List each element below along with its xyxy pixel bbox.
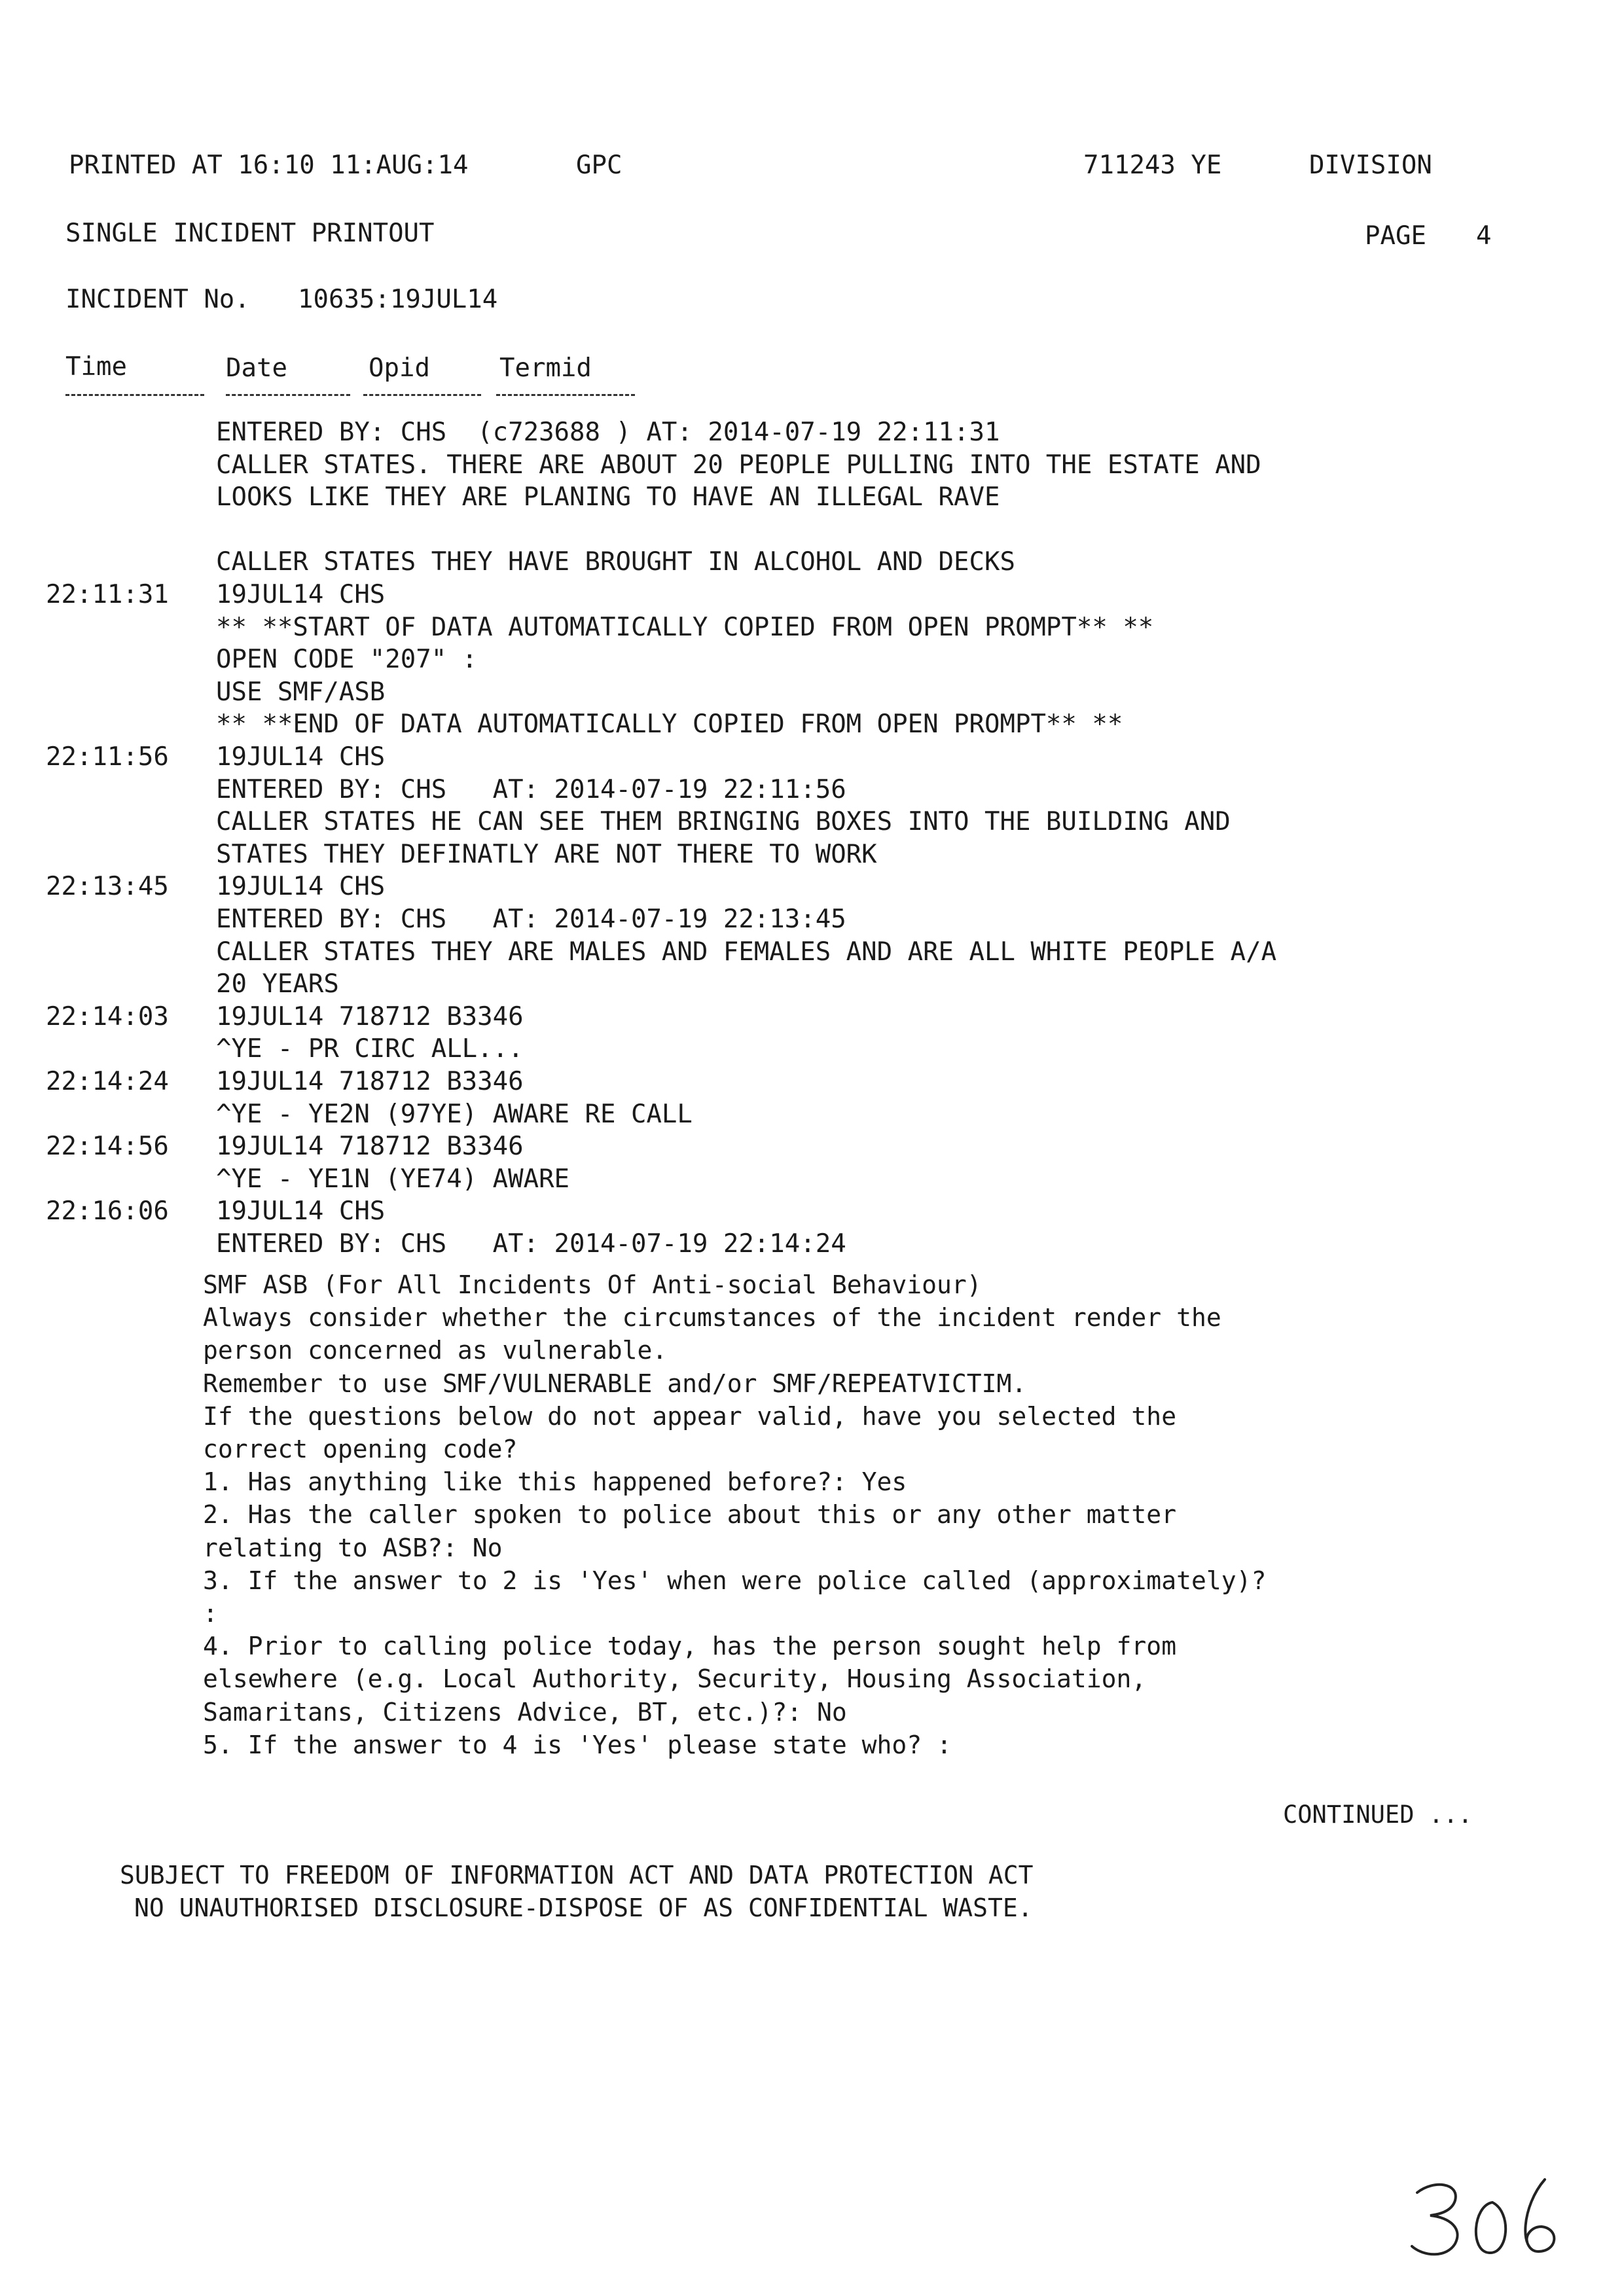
footer-line-2: NO UNAUTHORISED DISCLOSURE-DISPOSE OF AS CONFIDENTIAL WASTE. <box>134 1893 1033 1922</box>
log-entry-text: ^YE - PR CIRC ALL... <box>216 1034 524 1064</box>
log-entry-text: 19JUL14 CHS <box>216 872 386 901</box>
log-entry-text: 19JUL14 CHS <box>216 1196 386 1226</box>
printed-at: PRINTED AT 16:10 11:AUG:14 <box>69 151 469 180</box>
log-entry-text: CALLER STATES THEY HAVE BROUGHT IN ALCOHOL AND DECKS <box>216 547 1015 577</box>
column-underline-opid <box>363 394 481 396</box>
questionnaire-line: If the questions below do not appear valid, have you selected the <box>203 1402 1177 1431</box>
incident-number: 10635:19JUL14 <box>298 285 498 314</box>
division-label: DIVISION <box>1309 151 1432 180</box>
log-entry-text: OPEN CODE "207" : <box>216 645 478 674</box>
log-entry-text: ENTERED BY: CHS AT: 2014-07-19 22:13:45 <box>216 905 846 934</box>
log-entry-text: ^YE - YE2N (97YE) AWARE RE CALL <box>216 1100 693 1129</box>
footer-line-1: SUBJECT TO FREEDOM OF INFORMATION ACT AND DATA PROTECTION ACT <box>120 1861 1034 1890</box>
incident-label: INCIDENT No. <box>65 285 250 314</box>
questionnaire-line: correct opening code? <box>203 1435 518 1463</box>
questionnaire-line: person concerned as vulnerable. <box>203 1336 668 1365</box>
log-entry-text: ENTERED BY: CHS AT: 2014-07-19 22:11:56 <box>216 775 846 804</box>
log-entry-text: STATES THEY DEFINATLY ARE NOT THERE TO WORK <box>216 840 877 869</box>
column-header-date: Date <box>226 353 287 383</box>
column-underline-termid <box>496 394 635 396</box>
log-timestamp: 22:11:56 <box>46 742 169 772</box>
log-entry-text: CALLER STATES HE CAN SEE THEM BRINGING BOXES INTO THE BUILDING AND <box>216 807 1231 836</box>
column-header-termid: Termid <box>499 353 592 383</box>
questionnaire-line: : <box>203 1599 218 1628</box>
log-entry-text: 20 YEARS <box>216 969 339 999</box>
questionnaire-line: SMF ASB (For All Incidents Of Anti-social Behaviour) <box>203 1270 982 1299</box>
document-title: SINGLE INCIDENT PRINTOUT <box>65 219 435 248</box>
questionnaire-line: 1. Has anything like this happened before?: Yes <box>203 1467 907 1496</box>
log-entry-text: LOOKS LIKE THEY ARE PLANING TO HAVE AN ILLEGAL RAVE <box>216 482 1000 512</box>
questionnaire-line: Always consider whether the circumstances of the incident render the <box>203 1303 1221 1332</box>
log-entry-text: ENTERED BY: CHS AT: 2014-07-19 22:14:24 <box>216 1229 846 1259</box>
log-entry-text: 19JUL14 718712 B3346 <box>216 1067 524 1096</box>
questionnaire-line: relating to ASB?: No <box>203 1534 503 1562</box>
log-entry-text: ^YE - YE1N (YE74) AWARE <box>216 1164 570 1194</box>
log-entry-text: ** **END OF DATA AUTOMATICALLY COPIED FROM OPEN PROMPT** ** <box>216 709 1123 739</box>
log-entry-text: USE SMF/ASB <box>216 677 386 707</box>
questionnaire-line: 3. If the answer to 2 is 'Yes' when were police called (approximately)? <box>203 1566 1267 1595</box>
questionnaire-line: 4. Prior to calling police today, has the person sought help from <box>203 1632 1177 1660</box>
log-entry-text: CALLER STATES. THERE ARE ABOUT 20 PEOPLE PULLING INTO THE ESTATE AND <box>216 450 1261 480</box>
log-timestamp: 22:14:56 <box>46 1132 169 1161</box>
log-timestamp: 22:14:24 <box>46 1067 169 1096</box>
system-code: GPC <box>576 151 623 180</box>
column-header-time: Time <box>65 352 127 382</box>
log-timestamp: 22:11:31 <box>46 580 169 609</box>
log-entry-text: 19JUL14 CHS <box>216 742 386 772</box>
continued-marker: CONTINUED ... <box>1283 1801 1473 1829</box>
column-underline-time <box>65 394 204 396</box>
column-header-opid: Opid <box>369 353 430 383</box>
log-entry-text: 19JUL14 718712 B3346 <box>216 1132 524 1161</box>
log-entry-text: ** **START OF DATA AUTOMATICALLY COPIED FROM OPEN PROMPT** ** <box>216 613 1154 642</box>
log-timestamp: 22:14:03 <box>46 1002 169 1031</box>
handwritten-page-number <box>1404 2166 1574 2265</box>
column-underline-date <box>226 394 350 396</box>
log-timestamp: 22:16:06 <box>46 1196 169 1226</box>
questionnaire-line: Remember to use SMF/VULNERABLE and/or SMF/REPEATVICTIM. <box>203 1369 1027 1398</box>
log-entry-text: ENTERED BY: CHS (c723688 ) AT: 2014-07-19 22:11:31 <box>216 418 1000 447</box>
questionnaire-line: Samaritans, Citizens Advice, BT, etc.)?: No <box>203 1698 847 1727</box>
questionnaire-line: 5. If the answer to 4 is 'Yes' please state who? : <box>203 1731 952 1759</box>
questionnaire-line: 2. Has the caller spoken to police about this or any other matter <box>203 1500 1177 1529</box>
log-entry-text: 19JUL14 CHS <box>216 580 386 609</box>
log-timestamp: 22:13:45 <box>46 872 169 901</box>
reference-number: 711243 YE <box>1083 151 1222 180</box>
log-entry-text: CALLER STATES THEY ARE MALES AND FEMALES AND ARE ALL WHITE PEOPLE A/A <box>216 937 1277 967</box>
page-number: 4 <box>1476 221 1492 251</box>
log-entry-text: 19JUL14 718712 B3346 <box>216 1002 524 1031</box>
page-label: PAGE <box>1365 221 1426 251</box>
questionnaire-line: elsewhere (e.g. Local Authority, Security, Housing Association, <box>203 1664 1147 1693</box>
